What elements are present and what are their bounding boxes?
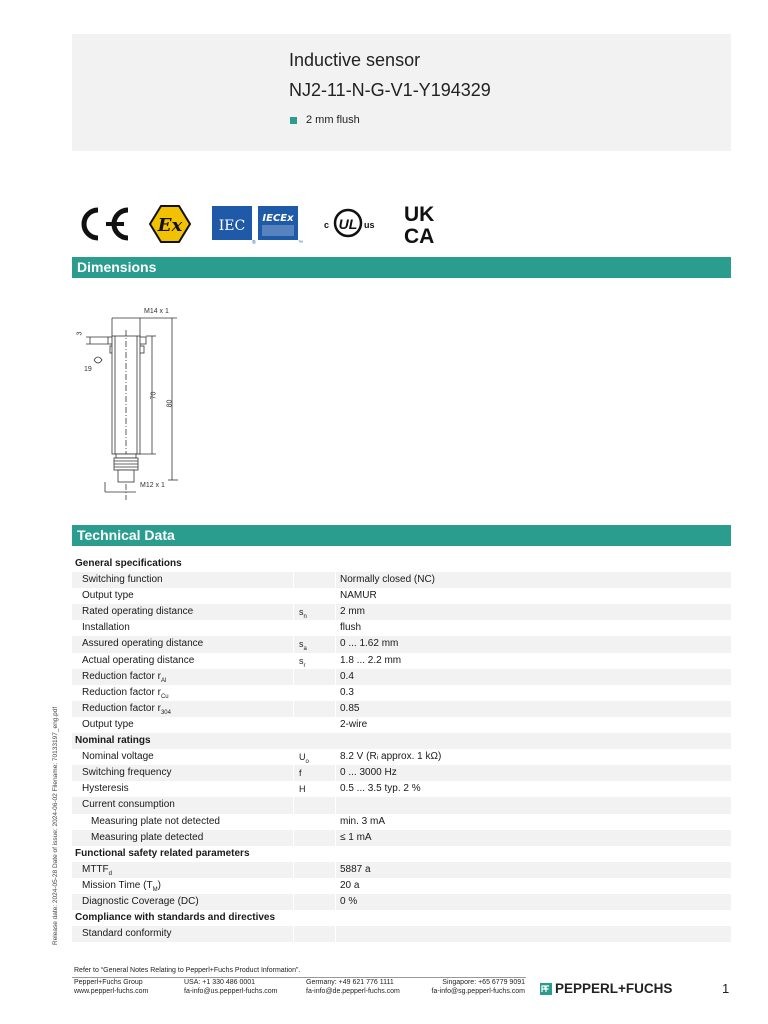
ukca-mark-icon [402,202,450,246]
dimension-drawing [72,300,272,500]
dim-19: 19 [84,366,92,373]
group-nominal: Nominal ratings [72,733,731,749]
feature-bullet [290,114,360,126]
feature-text: 2 mm flush [306,114,360,126]
technical-data-table [72,556,731,942]
table-row: Reduction factor $r_{Cu}$ 0.3 [72,685,731,701]
table-row: Output type NAMUR [72,588,731,604]
table-row: Hysteresis H 0.5 ... 3.5 typ. 2 % [72,781,731,797]
dim-thread-bottom: M12 x 1 [140,482,165,489]
svg-text:Ex: Ex [157,215,183,236]
footer-web-link[interactable]: www.pepperl-fuchs.com [74,987,149,995]
dim-3: 3 [76,331,84,336]
brand-logo-icon [540,983,552,995]
table-row: Actual operating distance $s_r$ 1.8 ... 2.2 mm [72,653,731,669]
certification-marks [72,200,452,248]
brand-logo: PEPPERL+FUCHS [540,981,672,996]
svg-text:™: ™ [298,240,303,246]
page-number: 1 [722,981,730,996]
table-row: Rated operating distance $s_n$ 2 mm [72,604,731,620]
table-row: Diagnostic Coverage (DC) 0 % [72,894,731,910]
iec-mark-icon [212,206,254,244]
section-technical-data: Technical Data [72,525,731,546]
svg-text:IECEx: IECEx [262,213,294,224]
table-row: Current consumption [72,797,731,813]
svg-text:us: us [364,220,375,230]
svg-text:c: c [324,220,330,230]
table-row: Standard conformity [72,926,731,942]
table-row: Assured operating distance $s_a$ 0 ... 1.62 mm [72,636,731,652]
bullet-square-icon [290,117,297,124]
section-dimensions: Dimensions [72,257,731,278]
footer-sg-mail[interactable]: fa-info@sg.pepperl-fuchs.com [431,987,525,995]
footer-usa: USA: +1 330 486 0001 fa-info@us.pepperl-fuchs.com [184,979,278,995]
table-row: Output type 2-wire [72,717,731,733]
table-row: Reduction factor $r_{304}$ 0.85 [72,701,731,717]
svg-text:UK: UK [404,203,435,226]
svg-text:IEC: IEC [218,218,246,234]
dim-80: 80 [166,399,174,408]
footer-de-mail[interactable]: fa-info@de.pepperl-fuchs.com [306,987,400,995]
footer-group: Pepperl+Fuchs Group www.pepperl-fuchs.com [74,979,149,995]
table-row: Switching frequency f 0 ... 3000 Hz [72,765,731,781]
ul-mark-icon [320,206,390,242]
group-compliance: Compliance with standards and directives [75,912,276,924]
release-info-vertical: Release date: 2024-05-28 Date of issue: 2024-06-02 Filename: 70133197_eng.pdf [52,706,59,945]
ex-mark-icon [148,204,192,244]
iecex-mark-icon [258,206,302,244]
group-safety: Functional safety related parameters [75,847,250,859]
table-row: Reduction factor $r_{Al}$ 0.4 [72,669,731,685]
svg-text:UL: UL [338,216,358,232]
footer-divider [72,977,526,978]
table-row: Measuring plate detected ≤ 1 mA [72,830,731,846]
dim-thread-top: M14 x 1 [144,308,169,315]
table-row: Installation flush [72,620,731,636]
footer-note: Refer to “General Notes Relating to Pepperl+Fuchs Product Information”. [74,967,301,974]
table-row: Nominal voltage $U_o$ 8.2 V (Rᵢ approx. 1 kΩ) [72,749,731,765]
ce-mark-icon [72,206,132,242]
svg-text:®: ® [252,240,256,246]
footer-usa-mail[interactable]: fa-info@us.pepperl-fuchs.com [184,987,278,995]
dim-70: 70 [150,391,158,400]
group-general: General specifications [75,558,182,569]
table-row: $MTTF_d$ 5887 a [72,862,731,878]
table-row: Measuring plate not detected min. 3 mA [72,814,731,830]
footer-singapore: Singapore: +65 6779 9091 fa-info@sg.pepperl-fuchs.com [424,979,525,996]
table-row: Mission Time $(T_M)$ 20 a [72,878,731,894]
footer-germany: Germany: +49 621 776 1111 fa-info@de.pepperl-fuchs.com [306,979,400,995]
svg-text:CA: CA [404,225,435,248]
product-title: Inductive sensor [289,50,421,70]
product-model: NJ2-11-N-G-V1-Y194329 [289,80,491,100]
table-row: Switching function Normally closed (NC) [72,572,731,588]
